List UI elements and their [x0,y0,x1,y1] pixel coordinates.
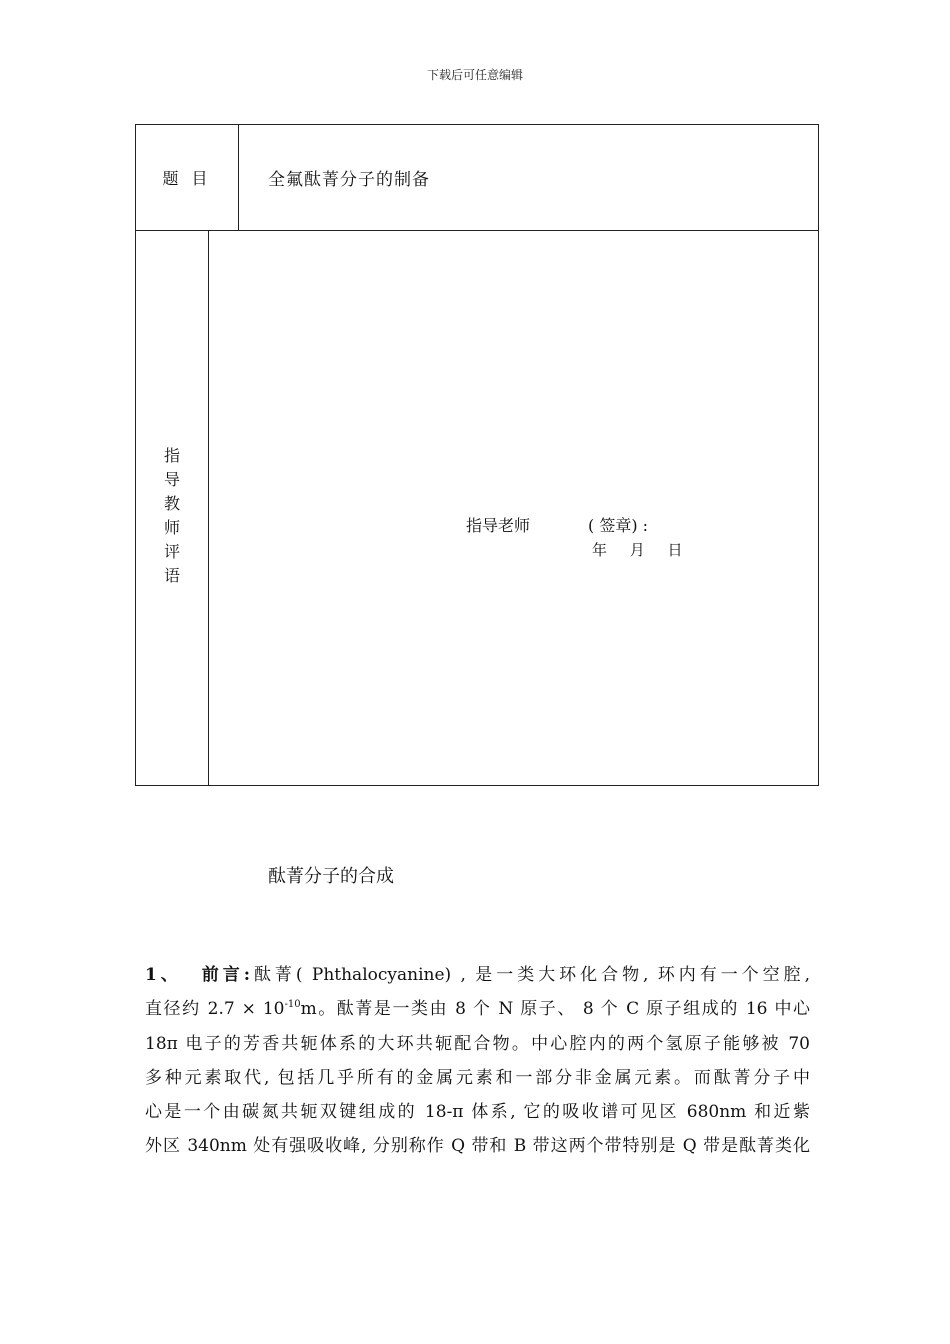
comment-label-char: 语 [163,566,180,585]
evaluation-form [135,124,819,786]
paragraph-line [145,958,810,992]
thesis-title: 全氟酞菁分子的制备 [268,170,430,190]
exponent: -10 [284,999,301,1011]
paragraph-text: m。酞菁是一类由 8 个 N 原子、 8 个 C 原子组成的 16 中心 [300,999,810,1020]
comment-row [136,231,818,785]
comment-label-char: 教 [163,494,180,513]
section-number: 1、 [145,965,182,985]
paragraph-line: 多种元素取代, 包括几乎所有的金属元素和一部分非金属元素。而酞菁分子中 [145,1067,810,1088]
signature-hint: ( 签章) : [588,516,649,535]
paragraph-text: 直径约 2.7 × 10 [145,999,285,1020]
lead-label: 前言: [201,965,250,985]
signature-label: 指导老师 [466,516,531,535]
paragraph-line: 心是一个由碳氮共轭双键组成的 18-π 体系, 它的吸收谱可见区 680nm 和近紫 [145,1102,810,1123]
intro-paragraph [145,958,810,1164]
title-label: 题 目 [136,125,239,230]
paragraph-line: 18π 电子的芳香共轭体系的大环共轭配合物。中心腔内的两个氢原子能够被 70 [145,1033,810,1054]
comment-label-char: 指 [163,446,180,465]
paragraph-line [145,992,810,1026]
signature-line [466,513,648,536]
comment-label-char: 导 [163,470,180,489]
comment-label [136,231,209,785]
paragraph-text: 酞菁( Phthalocyanine) , 是一类大环化合物, 环内有一个空腔, [249,965,810,985]
title-row [136,125,818,231]
comment-label-char: 师 [163,518,180,537]
date-line: 年 月 日 [592,541,683,559]
comment-label-char: 评 [163,542,180,561]
header-note: 下载后可任意编辑 [426,68,523,82]
paragraph-line: 外区 340nm 处有强吸收峰, 分别称作 Q 带和 B 带这两个带特别是 Q 带是酞菁类化 [145,1136,810,1157]
section-title: 酞菁分子的合成 [268,866,394,887]
